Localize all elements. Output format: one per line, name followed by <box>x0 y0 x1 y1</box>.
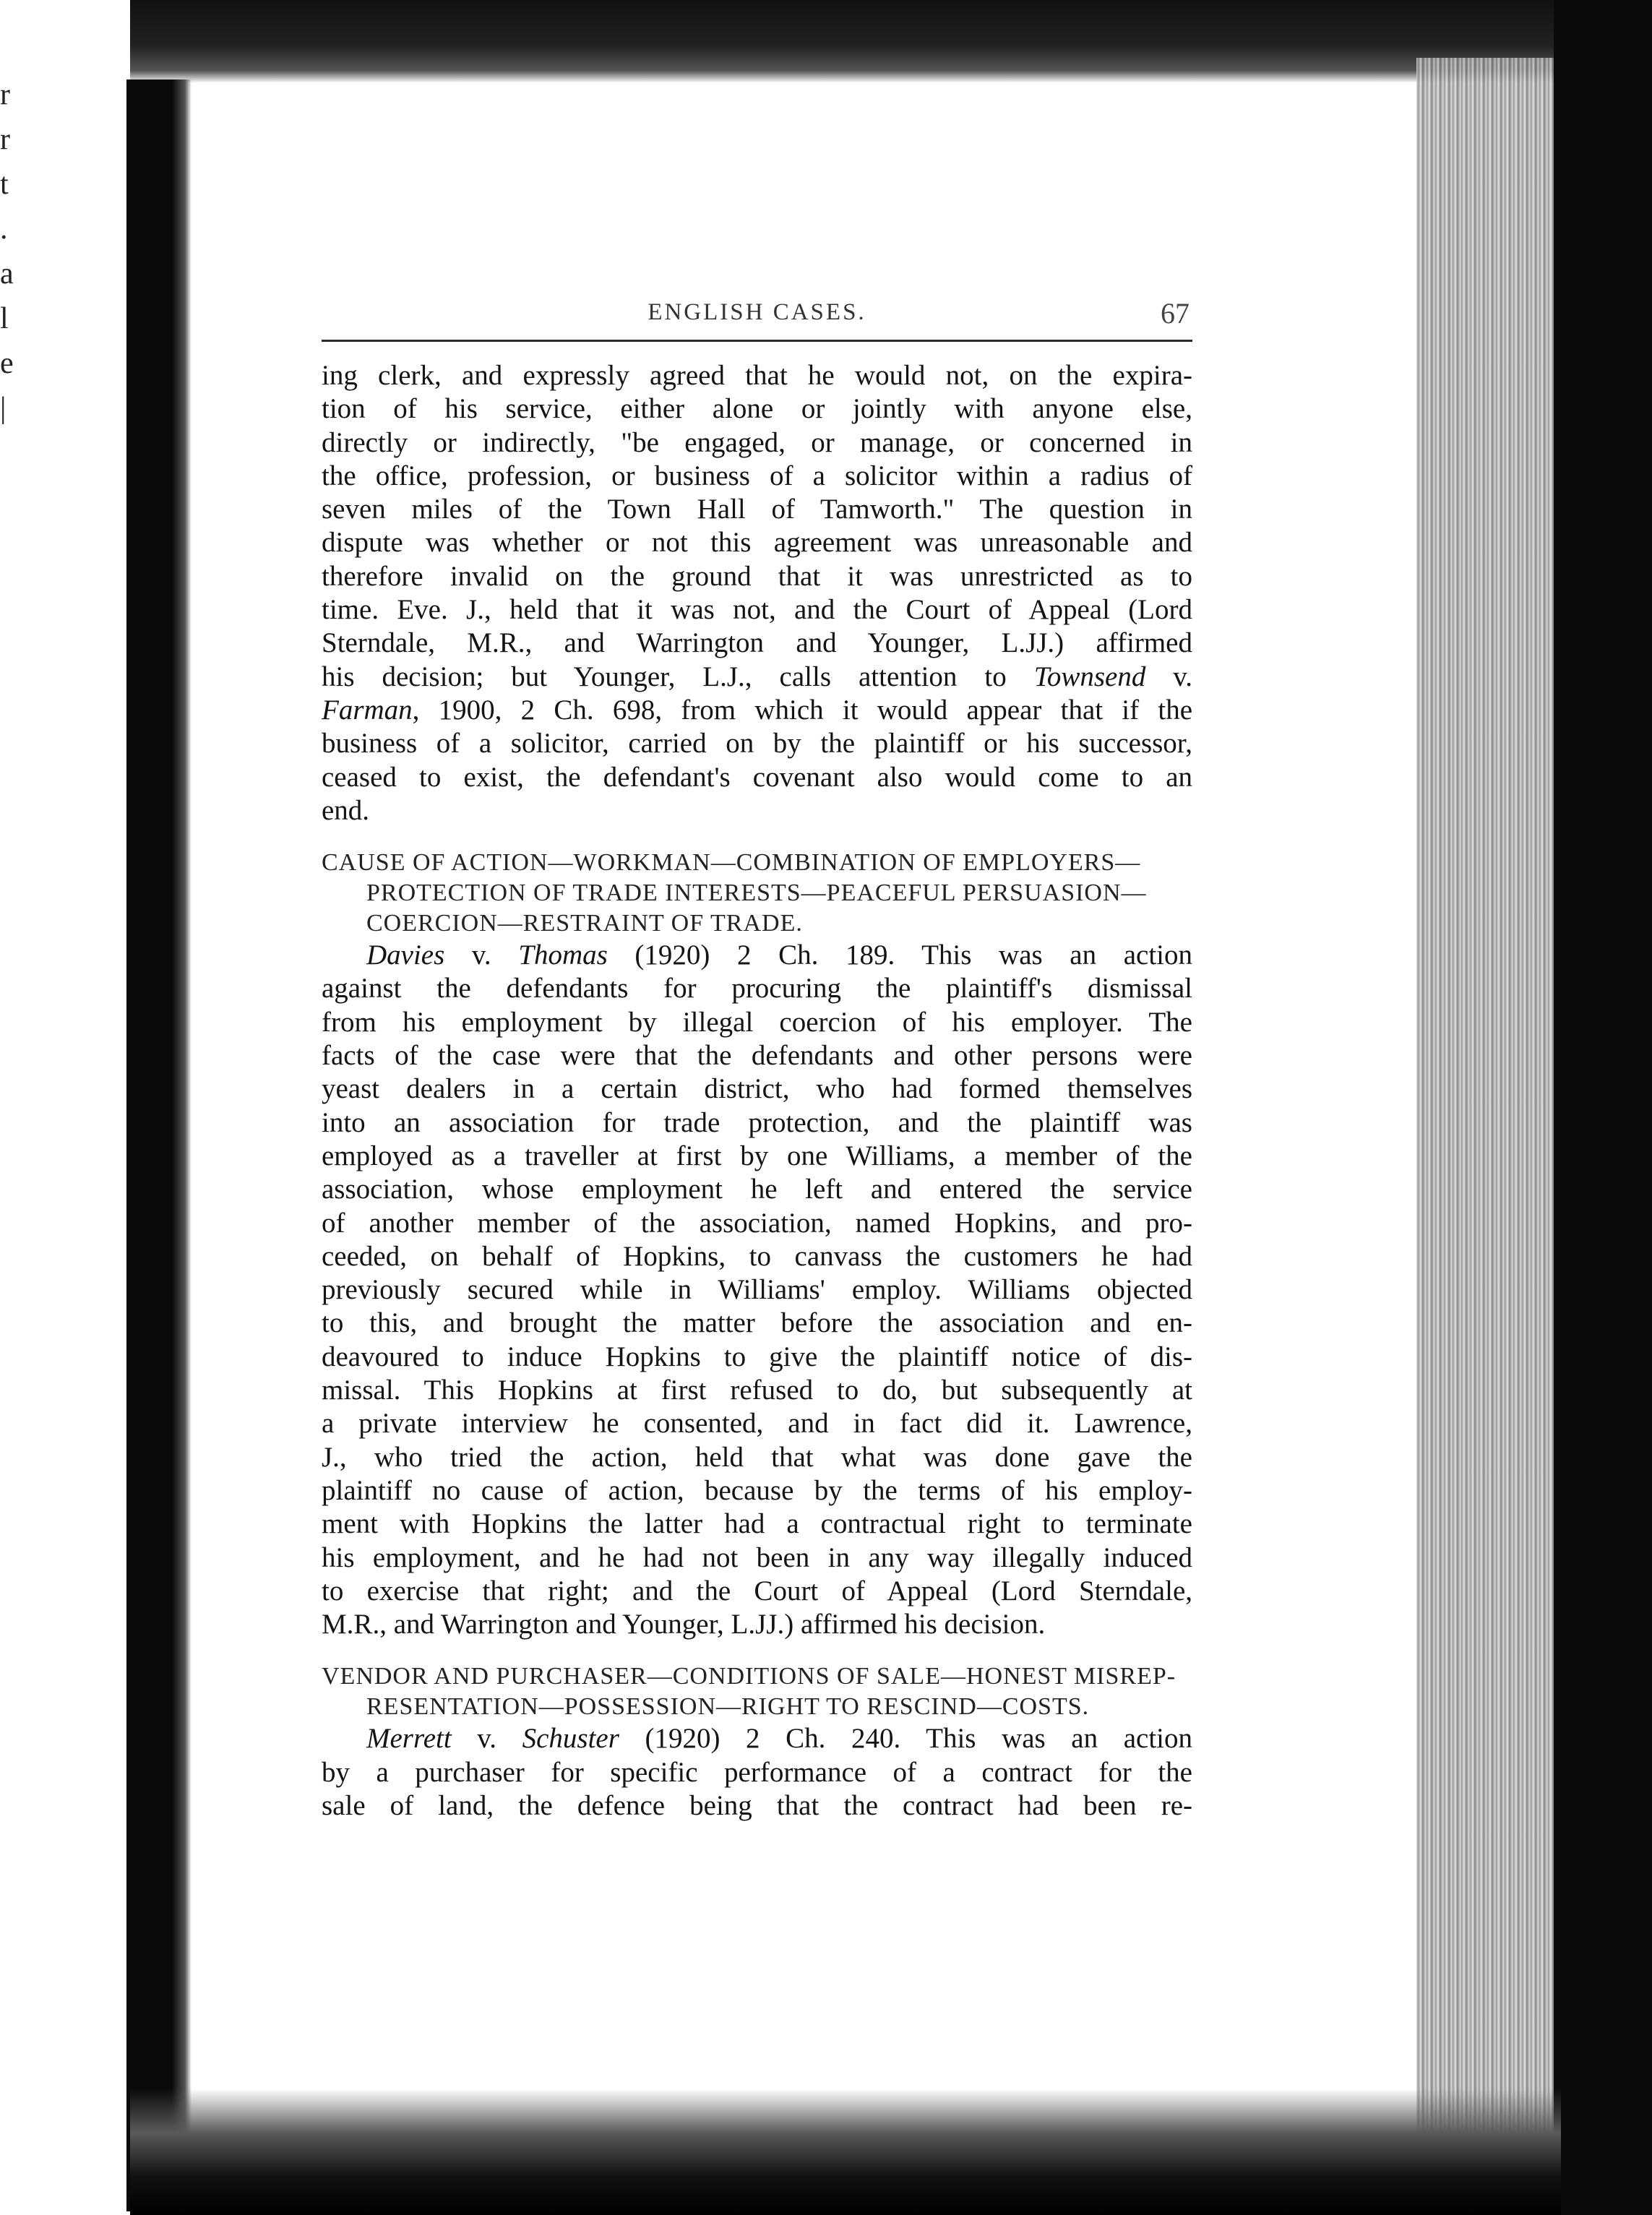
text-line: previously secured while in Williams' employ. Williams objected <box>322 1274 1192 1306</box>
text-line: tion of his service, either alone or jointly with anyone else, <box>322 393 1192 425</box>
margin-fragment: . <box>0 212 8 246</box>
facing-page-fragments <box>0 72 43 723</box>
running-head <box>322 296 1192 342</box>
text-line: directly or indirectly, "be engaged, or manage, or concerned in <box>322 426 1192 458</box>
text-line: ing clerk, and expressly agreed that he would not, on the expira- <box>322 360 1192 391</box>
text-line: from his employment by illegal coercion of his employer. The <box>322 1006 1192 1038</box>
case-paragraph <box>322 1722 1192 1823</box>
text-run: , 1900, 2 Ch. 698, from which it would appear that if the <box>412 694 1192 726</box>
case-name: Farman <box>322 694 413 726</box>
text-line: employed as a traveller at first by one Williams, a member of the <box>322 1140 1192 1171</box>
heading-line: COERCION—RESTRAINT OF TRADE. <box>366 910 803 937</box>
text-line <box>322 694 1192 727</box>
text-line: yeast dealers in a certain district, who had formed themselves <box>322 1073 1192 1105</box>
text-line: ceeded, on behalf of Hopkins, to canvass the customers he had <box>322 1240 1192 1272</box>
text-line: by a purchaser for specific performance of a contract for the <box>322 1756 1192 1788</box>
text-line: to this, and brought the matter before the association and en- <box>322 1307 1192 1339</box>
text-run: his decision; but Younger, L.J., calls attention to <box>322 661 1034 692</box>
text-line: his employment, and he had not been in any way illegally induced <box>322 1541 1192 1573</box>
page-edges <box>1416 58 1561 2190</box>
scan-frame-right <box>1554 0 1652 2215</box>
book-page <box>322 296 1192 1823</box>
text-line <box>322 1722 1192 1755</box>
text-line: association, whose employment he left and entered the service <box>322 1174 1192 1205</box>
text-line: missal. This Hopkins at first refused to do, but subsequently at <box>322 1375 1192 1406</box>
text-line: sale of land, the defence being that the contract had been re- <box>322 1789 1192 1821</box>
case-name: Davies <box>366 939 445 971</box>
text-run: v. <box>444 939 519 971</box>
case-name: Merrett <box>366 1723 452 1755</box>
running-title: ENGLISH CASES. <box>648 299 866 325</box>
heading-line: RESENTATION—POSSESSION—RIGHT TO RESCIND—COSTS. <box>366 1693 1090 1721</box>
margin-fragment: | <box>0 392 7 425</box>
text-line: of another member of the association, named Hopkins, and pro- <box>322 1207 1192 1239</box>
scan-shadow-top <box>130 0 1604 83</box>
text-line: into an association for trade protection, and the plaintiff was <box>322 1106 1192 1138</box>
case-name: Schuster <box>522 1723 619 1755</box>
text-line: a private interview he consented, and in fact did it. Lawrence, <box>322 1408 1192 1440</box>
text-line: ceased to exist, the defendant's covenant also would come to an <box>322 761 1192 793</box>
text-line: the office, profession, or business of a solicitor within a radius of <box>322 460 1192 491</box>
body-text <box>322 359 1192 1823</box>
scan-shadow-bottom <box>130 2089 1561 2215</box>
margin-fragment: l <box>0 302 9 335</box>
text-line: dispute was whether or not this agreement was unreasonable and <box>322 527 1192 559</box>
text-line <box>322 939 1192 972</box>
case-paragraph <box>322 939 1192 1641</box>
margin-fragment: e <box>0 347 14 380</box>
text-run: v. <box>451 1723 522 1755</box>
text-run: v. <box>1145 661 1193 692</box>
heading-line: VENDOR AND PURCHASER—CONDITIONS OF SALE—HONEST MISREP- <box>322 1663 1176 1690</box>
case-name: Townsend <box>1033 661 1146 692</box>
heading-line: PROTECTION OF TRADE INTERESTS—PEACEFUL PERSUASION— <box>366 879 1147 907</box>
text-line: M.R., and Warrington and Younger, L.JJ.) affirmed his decision. <box>322 1609 1046 1640</box>
text-line: against the defendants for procuring the plaintiff's dismissal <box>322 973 1192 1005</box>
margin-fragment: r <box>0 123 10 156</box>
text-line: Sterndale, M.R., and Warrington and Younger, L.JJ.) affirmed <box>322 627 1192 659</box>
paragraph-continuation <box>322 359 1192 827</box>
text-line: facts of the case were that the defendants and other persons were <box>322 1040 1192 1072</box>
heading-line: CAUSE OF ACTION—WORKMAN—COMBINATION OF EMPLOYERS— <box>322 849 1141 877</box>
text-line: business of a solicitor, carried on by the plaintiff or his successor, <box>322 728 1192 760</box>
text-line: seven miles of the Town Hall of Tamworth." The question in <box>322 494 1192 525</box>
text-line <box>322 661 1192 694</box>
text-line: therefore invalid on the ground that it was unrestricted as to <box>322 560 1192 592</box>
text-line: time. Eve. J., held that it was not, and the Court of Appeal (Lord <box>322 594 1192 626</box>
text-line: plaintiff no cause of action, because by the terms of his employ- <box>322 1474 1192 1506</box>
margin-fragment: t <box>0 168 9 201</box>
text-line: deavoured to induce Hopkins to give the plaintiff notice of dis- <box>322 1341 1192 1372</box>
book-spine-shadow <box>126 79 192 2211</box>
section-heading <box>322 1661 1192 1722</box>
text-line: ment with Hopkins the latter had a contractual right to terminate <box>322 1508 1192 1540</box>
text-line: J., who tried the action, held that what was done gave the <box>322 1441 1192 1473</box>
text-run: (1920) 2 Ch. 240. This was an action <box>619 1723 1193 1755</box>
margin-fragment: a <box>0 257 14 291</box>
case-name: Thomas <box>518 939 608 971</box>
text-line: to exercise that right; and the Court of Appeal (Lord Sterndale, <box>322 1575 1192 1607</box>
text-line: end. <box>322 794 370 826</box>
page-number: 67 <box>1161 297 1189 330</box>
margin-fragment: r <box>0 78 10 111</box>
section-heading <box>322 848 1192 939</box>
text-run: (1920) 2 Ch. 189. This was an action <box>607 939 1193 971</box>
